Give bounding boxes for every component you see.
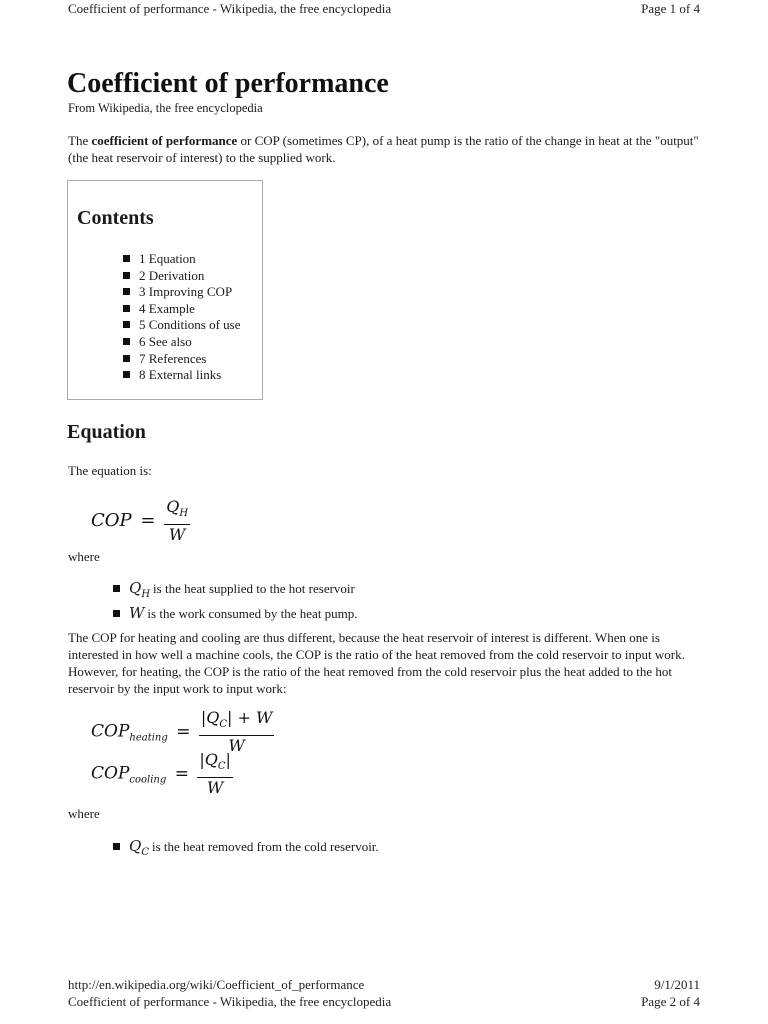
bullet-icon xyxy=(123,338,130,345)
toc-link[interactable]: 6 See also xyxy=(139,333,192,349)
heating-cooling-paragraph: The COP for heating and cooling are thus different, because the heat reservoir of interest is different. When one is interested in how well a machine cools, the COP is the ratio of the heat removed from the cold reservoir to input work. However, for heating, the COP is the ratio of the heat removed from the cold reservoir plus the heat added to the hot reservoir by the input work to input work: xyxy=(68,630,685,696)
cooling-formula xyxy=(91,750,233,798)
list-item xyxy=(113,579,358,604)
toc-link[interactable]: 4 Example xyxy=(139,300,195,316)
cop-formula xyxy=(91,497,190,545)
variable-symbol: W xyxy=(129,604,145,622)
intro-paragraph xyxy=(68,132,708,166)
definition-text: is the heat supplied to the hot reservoir xyxy=(153,581,355,596)
toc-link[interactable]: 7 References xyxy=(139,350,207,366)
cooling-denominator: W xyxy=(206,778,224,797)
footer-date: 9/1/2011 xyxy=(654,977,700,992)
list-item xyxy=(113,604,358,623)
page-subtitle: From Wikipedia, the free encyclopedia xyxy=(68,101,263,115)
where-label-2: where xyxy=(68,806,100,821)
intro-text-start: The xyxy=(68,133,92,148)
heating-lhs-sub: heating xyxy=(129,732,168,744)
equation-intro: The equation is: xyxy=(68,463,152,478)
bullet-icon xyxy=(123,255,130,262)
toc-list xyxy=(123,251,240,384)
bullet-icon xyxy=(113,843,120,850)
cooling-equals: = xyxy=(174,763,189,784)
bullet-icon xyxy=(123,305,130,312)
toc-item[interactable] xyxy=(123,284,240,301)
definition-text: is the work consumed by the heat pump. xyxy=(147,606,358,621)
toc-link[interactable]: 2 Derivation xyxy=(139,267,205,283)
cooling-lhs-sub: cooling xyxy=(129,774,167,786)
bullet-icon xyxy=(123,272,130,279)
definition-list-2 xyxy=(113,837,379,862)
formula-lhs: COP xyxy=(91,510,132,531)
cooling-fraction: $\frac{|Q_C|}{W}$ xyxy=(199,750,231,797)
next-page-header-title: Coefficient of performance - Wikipedia, the free encyclopedia xyxy=(68,994,392,1009)
toc-item[interactable] xyxy=(123,317,240,334)
toc-item[interactable] xyxy=(123,351,240,368)
definition-list xyxy=(113,579,358,623)
heating-lhs: COP xyxy=(91,721,130,742)
toc-item[interactable] xyxy=(123,251,240,268)
intro-bold-term: coefficient of performance xyxy=(91,133,238,148)
bullet-icon xyxy=(113,585,120,592)
print-header-title: Coefficient of performance - Wikipedia, the free encyclopedia xyxy=(68,1,392,16)
variable-symbol: $Q_H$ xyxy=(129,579,151,600)
formula-fraction xyxy=(164,497,190,545)
toc-link[interactable]: 8 External links xyxy=(139,367,222,383)
bullet-icon xyxy=(123,355,130,362)
page-title: Coefficient of performance xyxy=(67,68,389,99)
formula-denominator: W xyxy=(168,525,186,544)
section-heading-equation: Equation xyxy=(67,421,146,443)
toc-item[interactable] xyxy=(123,301,240,318)
print-header-page: Page 1 of 4 xyxy=(641,1,700,16)
next-page-header-page: Page 2 of 4 xyxy=(641,994,700,1009)
heating-equals: = xyxy=(176,721,191,742)
toc-item[interactable] xyxy=(123,268,240,285)
formula-equals: = xyxy=(140,510,156,531)
table-of-contents xyxy=(67,180,263,400)
formula-numerator: Q xyxy=(166,497,180,516)
heating-fraction: $\frac{|Q_C| + W}{W}$ xyxy=(200,708,273,755)
variable-symbol: $Q_C$ xyxy=(129,837,149,858)
list-item xyxy=(113,837,379,862)
heating-formula xyxy=(91,708,274,756)
heating-denominator: W xyxy=(228,736,245,755)
bullet-icon xyxy=(123,321,130,328)
formula-numerator-sub: H xyxy=(179,508,189,519)
cooling-lhs: COP xyxy=(91,763,130,784)
footer-url[interactable]: http://en.wikipedia.org/wiki/Coefficient_of_performance xyxy=(68,977,365,992)
definition-text: is the heat removed from the cold reservoir. xyxy=(151,839,379,854)
toc-item[interactable] xyxy=(123,334,240,351)
toc-item[interactable] xyxy=(123,367,240,384)
bullet-icon xyxy=(113,610,120,617)
bullet-icon xyxy=(123,288,130,295)
bullet-icon xyxy=(123,371,130,378)
intro-text-end: or COP (sometimes CP), of a heat pump is the ratio of the change in heat at the "output" (the heat reservoir of interest) to the supplied work. xyxy=(68,133,699,165)
toc-link[interactable]: 5 Conditions of use xyxy=(139,317,241,333)
where-label: where xyxy=(68,549,100,564)
toc-link[interactable]: 3 Improving COP xyxy=(139,284,233,300)
toc-link[interactable]: 1 Equation xyxy=(139,251,196,266)
toc-title: Contents xyxy=(77,207,154,229)
